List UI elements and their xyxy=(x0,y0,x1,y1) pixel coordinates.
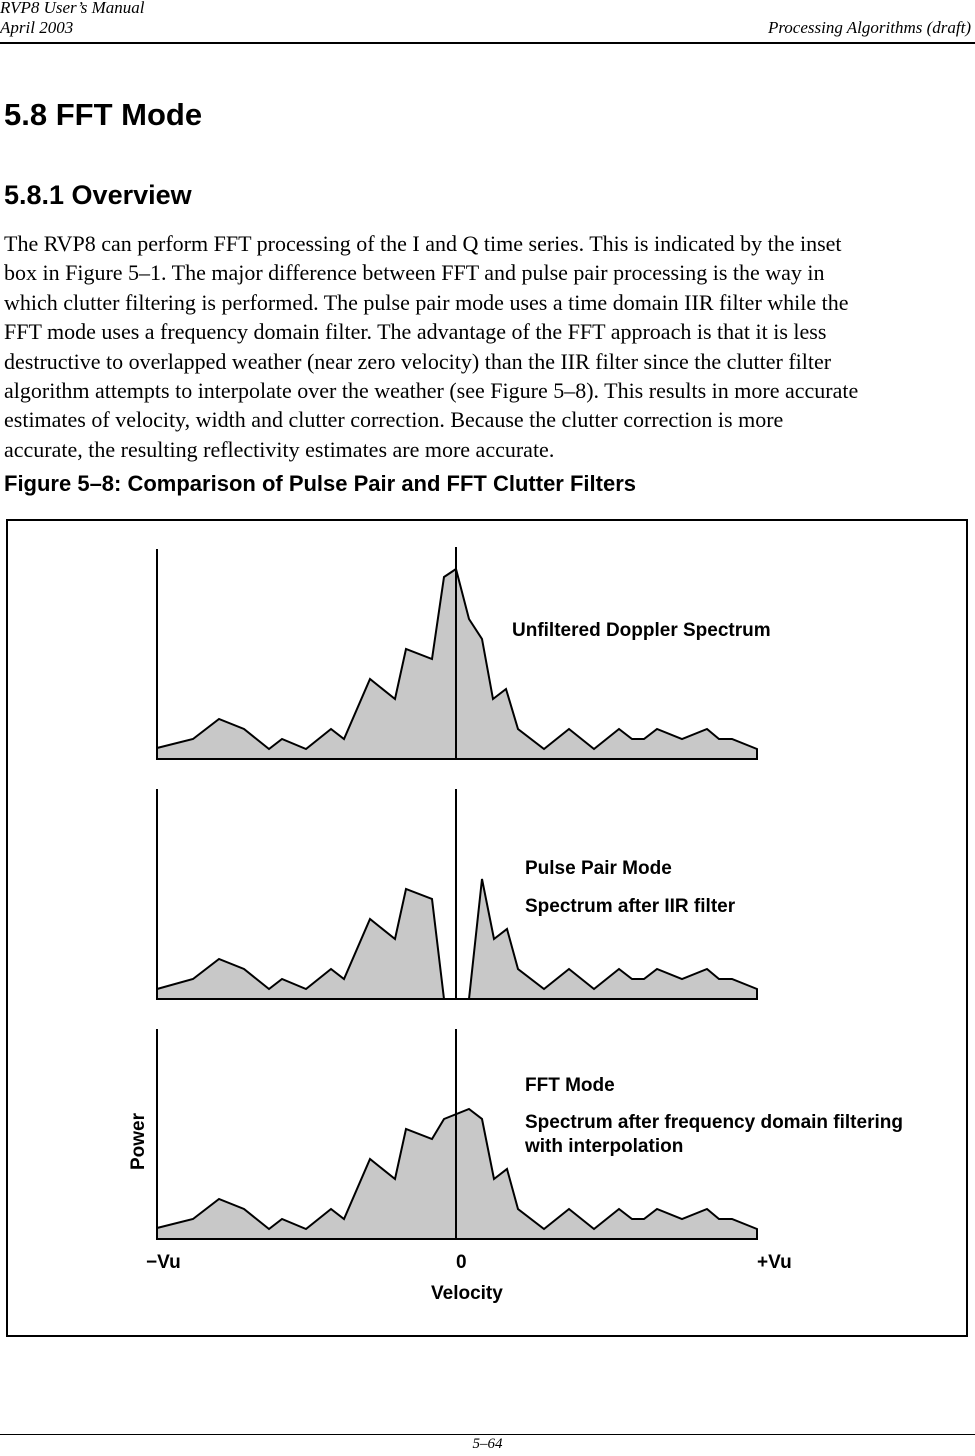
header-chapter: Processing Algorithms (draft) xyxy=(767,18,971,37)
figure-caption: Figure 5–8: Comparison of Pulse Pair and FFT Clutter Filters xyxy=(4,471,636,496)
panel2-label-desc: Spectrum after IIR filter xyxy=(525,896,736,917)
x-tick-negative: −Vu xyxy=(146,1252,181,1273)
paragraph-line: box in Figure 5–1. The major difference between FFT and pulse pair processing is the way in xyxy=(4,260,825,286)
paragraph-line: The RVP8 can perform FFT processing of the I and Q time series. This is indicated by the inset xyxy=(4,231,842,256)
paragraph-line: accurate, the resulting reflectivity estimates are more accurate. xyxy=(4,436,555,462)
paragraph-line: algorithm attempts to interpolate over the weather (see Figure 5–8). This results in more accurate xyxy=(4,378,859,404)
x-axis-label: Velocity xyxy=(431,1283,503,1304)
paragraph-line: FFT mode uses a frequency domain filter. The advantage of the FFT approach is that it is less xyxy=(4,319,827,345)
subsection-title: 5.8.1 Overview xyxy=(4,180,192,210)
y-axis-label: Power xyxy=(128,1112,149,1170)
panel3-label-desc2: with interpolation xyxy=(525,1136,684,1157)
x-tick-zero: 0 xyxy=(456,1252,467,1273)
x-tick-positive: +Vu xyxy=(757,1252,792,1273)
section-title: 5.8 FFT Mode xyxy=(4,97,203,132)
header-manual-title: RVP8 User’s Manual xyxy=(0,0,145,17)
panel1-label: Unfiltered Doppler Spectrum xyxy=(512,620,771,641)
page-number: 5–64 xyxy=(472,1436,503,1452)
panel3-label-desc1: Spectrum after frequency domain filtering xyxy=(525,1112,903,1133)
paragraph-line: destructive to overlapped weather (near zero velocity) than the IIR filter since the clutter filter xyxy=(4,348,832,374)
panel3-label-mode: FFT Mode xyxy=(525,1075,615,1096)
paragraph-line: which clutter filtering is performed. The pulse pair mode uses a time domain IIR filter while the xyxy=(4,289,849,315)
header-date: April 2003 xyxy=(0,18,74,37)
iir-spectrum-left-area xyxy=(157,889,444,999)
footer-rule xyxy=(0,1434,975,1435)
panel2-label-mode: Pulse Pair Mode xyxy=(525,858,672,879)
paragraph-line: estimates of velocity, width and clutter correction. Because the clutter correction is more xyxy=(4,407,784,433)
